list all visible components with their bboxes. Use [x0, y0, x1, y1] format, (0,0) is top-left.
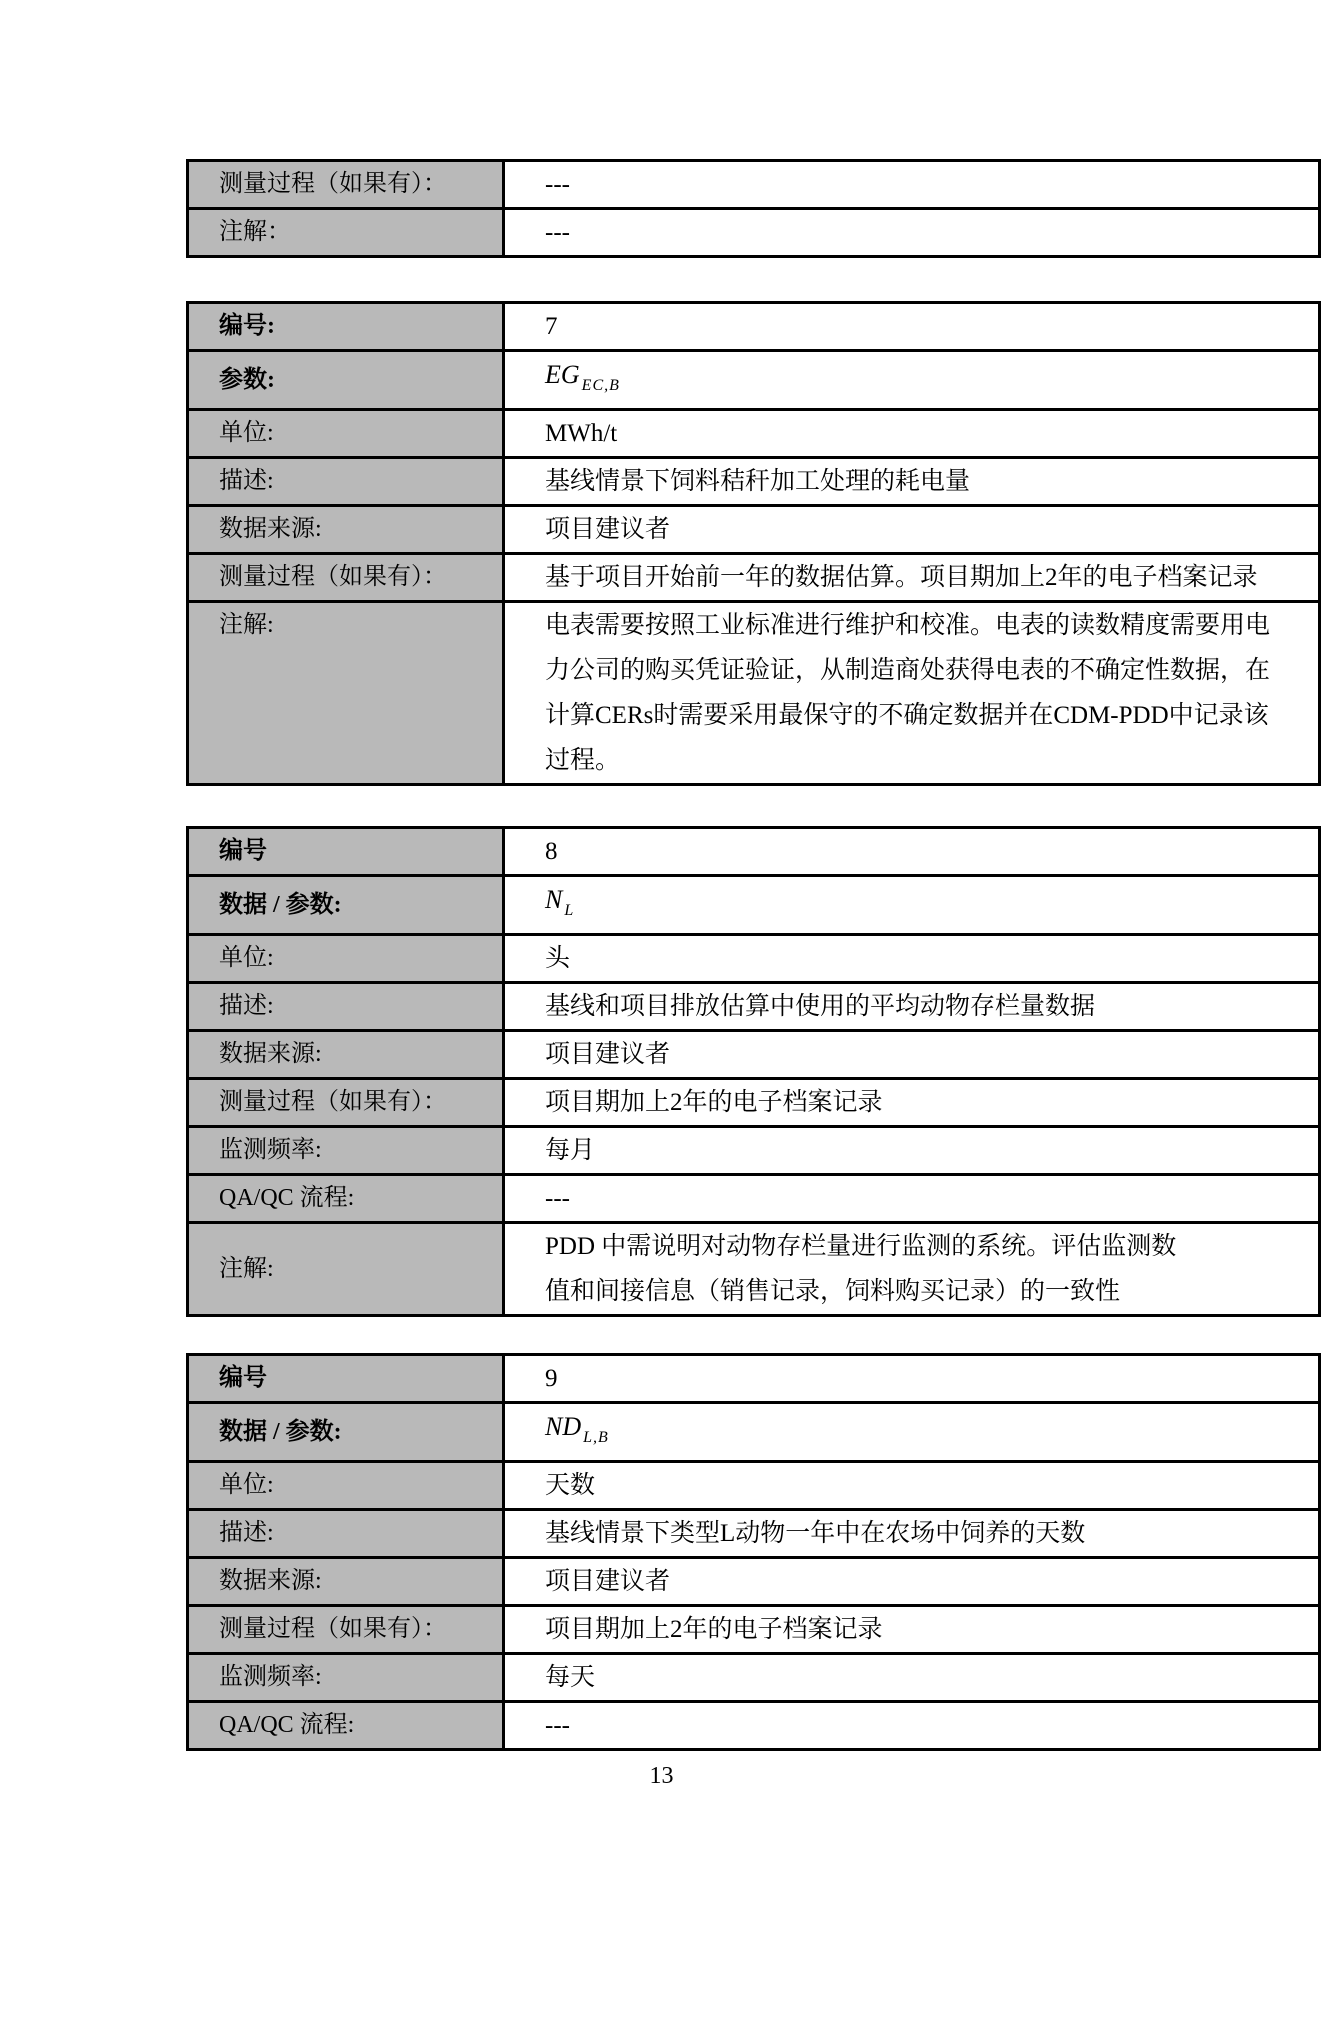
parameter-symbol: ND $_{L,B}$ [545, 1412, 609, 1446]
row-value: --- [504, 161, 1320, 209]
row-label: 监测频率: [188, 1127, 504, 1175]
row-label: 注解: [188, 602, 504, 785]
row-parameter [188, 1403, 1320, 1462]
row-value: 天数 [504, 1462, 1320, 1510]
row-label: QA/QC 流程: [188, 1175, 504, 1223]
row-value: --- [504, 1175, 1320, 1223]
row-number [188, 828, 1320, 876]
row-value [504, 1403, 1320, 1462]
row-number [188, 1355, 1320, 1403]
row-monitoring-frequency [188, 1654, 1320, 1702]
row-value: 9 [504, 1355, 1320, 1403]
row-label: 数据来源: [188, 506, 504, 554]
row-label: 编号 [188, 828, 504, 876]
row-data-source [188, 506, 1320, 554]
row-monitoring-frequency [188, 1127, 1320, 1175]
row-description [188, 1510, 1320, 1558]
row-label: 描述: [188, 458, 504, 506]
row-value: --- [504, 1702, 1320, 1750]
parameter-table-continuation [186, 159, 1321, 258]
row-qaqc-procedure [188, 1702, 1320, 1750]
row-label: 测量过程（如果有）： [188, 1079, 504, 1127]
row-number [188, 303, 1320, 351]
row-label: QA/QC 流程: [188, 1702, 504, 1750]
row-value: 头 [504, 935, 1320, 983]
parameter-table-8 [186, 826, 1321, 1317]
row-label: 描述: [188, 1510, 504, 1558]
row-value: 项目建议者 [504, 506, 1320, 554]
row-label: 监测频率: [188, 1654, 504, 1702]
row-label: 注解： [188, 209, 504, 257]
row-remark [188, 602, 1320, 785]
row-label: 编号: [188, 303, 504, 351]
row-value: 每月 [504, 1127, 1320, 1175]
row-remark [188, 1223, 1320, 1316]
parameter-table-9 [186, 1353, 1321, 1751]
row-value [504, 876, 1320, 935]
row-data-source [188, 1558, 1320, 1606]
row-label: 数据 / 参数: [188, 876, 504, 935]
row-value: 每天 [504, 1654, 1320, 1702]
parameter-subscript: L,B [583, 1429, 609, 1446]
remark-text: PDD 中需说明对动物存栏量进行监测的系统。评估监测数值和间接信息（销售记录，饲料购买记录）的一致性 [545, 1233, 1177, 1305]
row-value [504, 351, 1320, 410]
page-number: 13 [649, 1763, 674, 1789]
row-value: 项目期加上2年的电子档案记录 [504, 1079, 1320, 1127]
row-measurement-procedure [188, 1606, 1320, 1654]
row-value: 基于项目开始前一年的数据估算。项目期加上2年的电子档案记录 [504, 554, 1320, 602]
row-data-source [188, 1031, 1320, 1079]
row-label: 测量过程（如果有）： [188, 1606, 504, 1654]
row-value [504, 1223, 1320, 1316]
row-unit [188, 410, 1320, 458]
row-parameter [188, 351, 1320, 410]
row-value: MWh/t [504, 410, 1320, 458]
row-qaqc-procedure [188, 1175, 1320, 1223]
row-value: 电表需要按照工业标准进行维护和校准。电表的读数精度需要用电力公司的购买凭证验证，从制造商处获得电表的不确定性数据，在计算CERs时需要采用最保守的不确定数据并在CDM-PDD中记录该过程。 [504, 602, 1320, 785]
row-label: 测量过程（如果有）： [188, 161, 504, 209]
parameter-symbol: N $_L$ [545, 885, 575, 919]
row-remark [188, 209, 1320, 257]
row-value: 7 [504, 303, 1320, 351]
row-measurement-procedure [188, 161, 1320, 209]
row-label: 编号 [188, 1355, 504, 1403]
row-label: 参数: [188, 351, 504, 410]
row-unit [188, 935, 1320, 983]
row-value: 8 [504, 828, 1320, 876]
row-label: 单位: [188, 410, 504, 458]
row-label: 数据来源: [188, 1558, 504, 1606]
row-value: 项目建议者 [504, 1558, 1320, 1606]
parameter-table-7 [186, 301, 1321, 786]
row-value: 基线和项目排放估算中使用的平均动物存栏量数据 [504, 983, 1320, 1031]
row-label: 数据来源: [188, 1031, 504, 1079]
parameter-subscript: EC,B [581, 377, 620, 394]
row-value: 项目建议者 [504, 1031, 1320, 1079]
row-parameter [188, 876, 1320, 935]
row-label: 测量过程（如果有）： [188, 554, 504, 602]
parameter-subscript: L [564, 902, 575, 919]
row-label: 数据 / 参数: [188, 1403, 504, 1462]
row-label: 注解: [188, 1223, 504, 1316]
row-value: --- [504, 209, 1320, 257]
row-label: 单位: [188, 935, 504, 983]
row-measurement-procedure [188, 554, 1320, 602]
row-unit [188, 1462, 1320, 1510]
row-value: 基线情景下饲料秸秆加工处理的耗电量 [504, 458, 1320, 506]
parameter-symbol: EG $_{EC,B}$ [545, 360, 620, 394]
row-description [188, 458, 1320, 506]
row-label: 单位: [188, 1462, 504, 1510]
row-value: 基线情景下类型L动物一年中在农场中饲养的天数 [504, 1510, 1320, 1558]
row-measurement-procedure [188, 1079, 1320, 1127]
row-value: 项目期加上2年的电子档案记录 [504, 1606, 1320, 1654]
row-label: 描述: [188, 983, 504, 1031]
row-description [188, 983, 1320, 1031]
